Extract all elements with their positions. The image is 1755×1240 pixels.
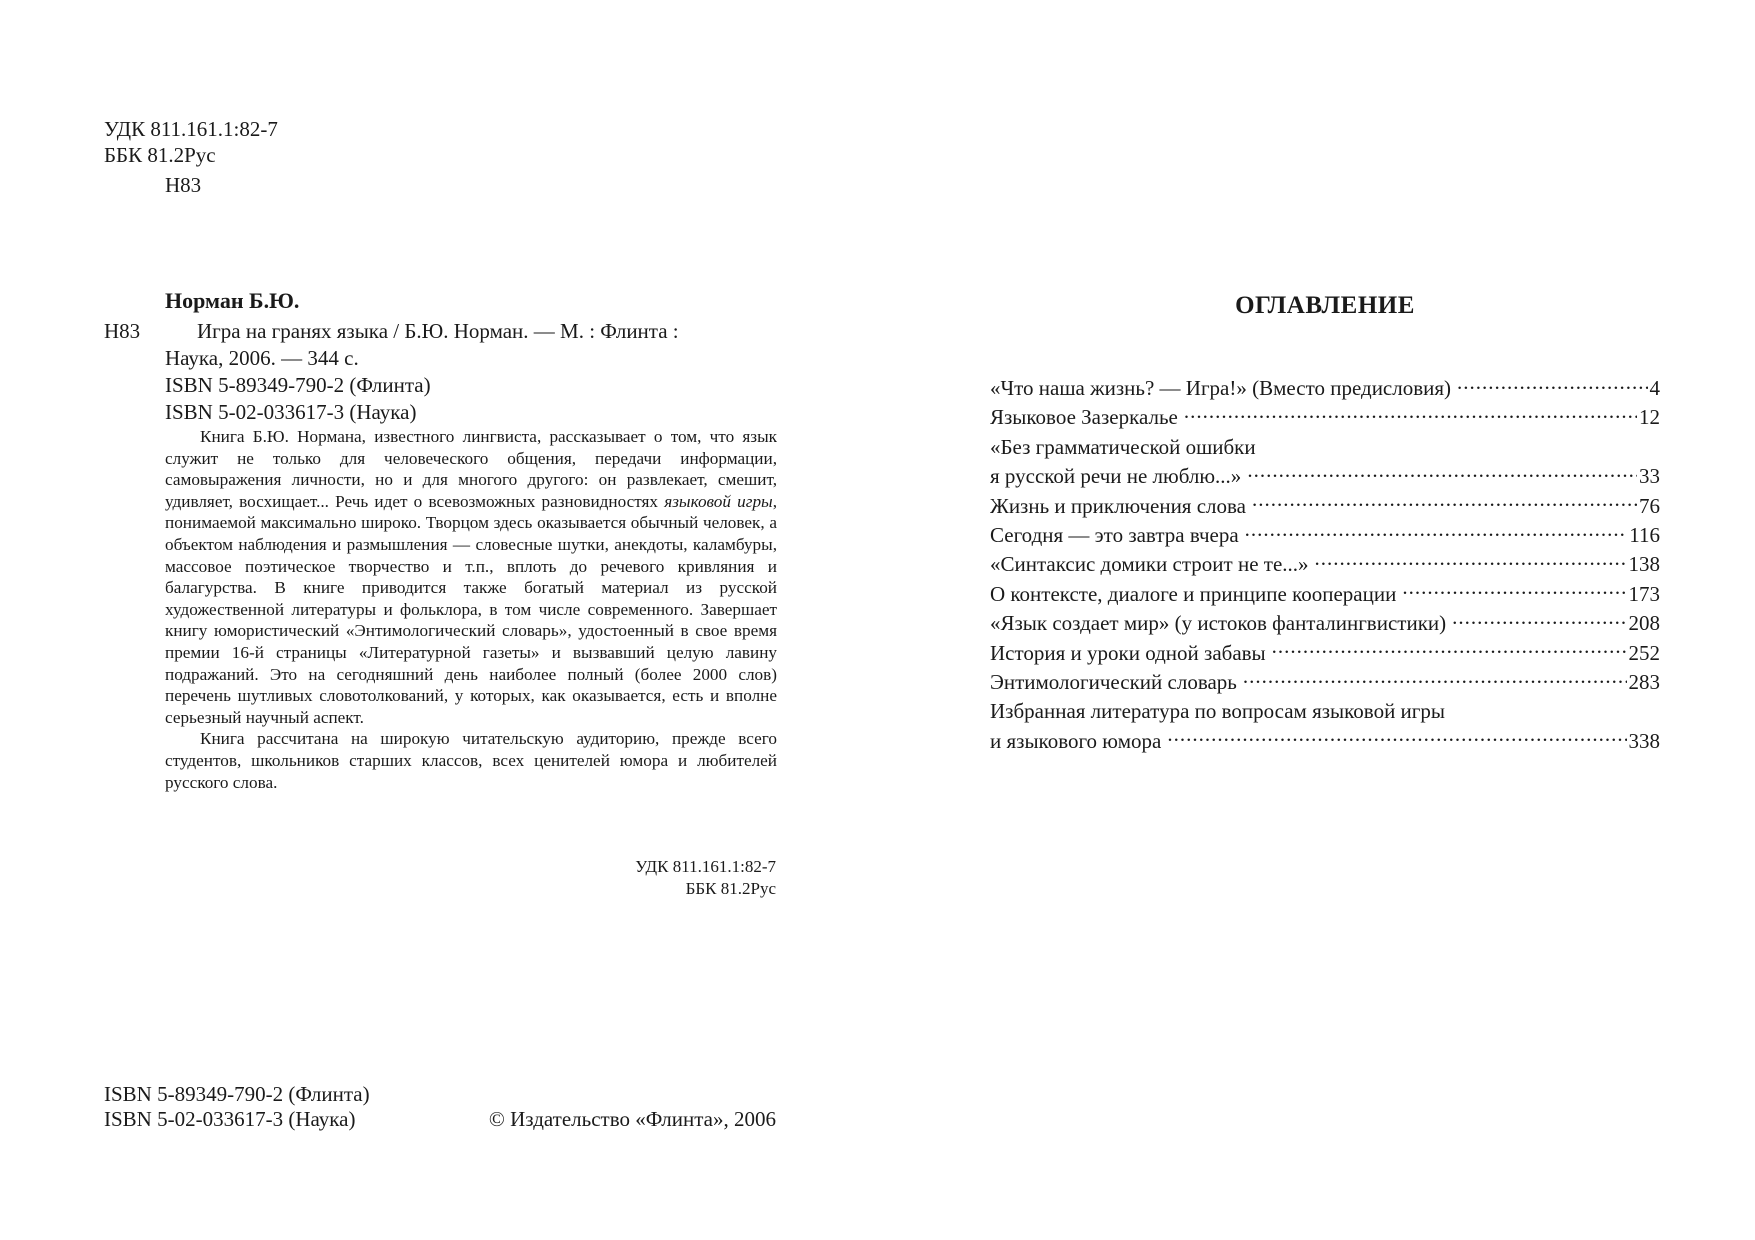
toc-page-number: 283 (1628, 670, 1660, 695)
toc-entry-line (990, 609, 1660, 638)
toc-entry (990, 580, 1660, 609)
toc-entry (990, 697, 1660, 756)
toc-entry-title: История и уроки одной забавы (990, 640, 1266, 665)
toc-entry-line (990, 403, 1660, 432)
toc-leader-dots (1402, 580, 1626, 601)
toc-page-number: 138 (1628, 552, 1660, 577)
toc-leader-dots (1243, 668, 1627, 689)
record-isbn-2: ISBN 5-02-033617-3 (Наука) (165, 400, 417, 424)
toc-leader-dots (1457, 374, 1647, 395)
toc-page-number: 12 (1639, 405, 1660, 430)
author-mark-top: Н83 (165, 173, 202, 197)
toc-entry-line (990, 550, 1660, 579)
toc-entry-line (990, 521, 1660, 550)
table-of-contents (990, 374, 1660, 756)
toc-entry-line (990, 668, 1660, 697)
toc-entry (990, 403, 1660, 432)
record-author: Норман Б.Ю. (165, 288, 300, 313)
toc-entry-title: Избранная литература по вопросам языковой игры (990, 699, 1446, 724)
toc-page-number: 173 (1628, 581, 1660, 606)
toc-page-number: 4 (1649, 376, 1660, 400)
annotation-paragraph-2: Книга рассчитана на широкую читательскую аудиторию, прежде всего студентов, школьников старших классов, всех ценителей юмора и любителей русского слова. (165, 729, 777, 792)
toc-entry (990, 492, 1660, 521)
record-isbn-1: ISBN 5-89349-790-2 (Флинта) (165, 373, 431, 397)
toc-entry (990, 639, 1660, 668)
toc-entry-title: О контексте, диалоге и принципе кооперации (990, 581, 1397, 606)
toc-leader-dots (1252, 492, 1637, 513)
toc-title: ОГЛАВЛЕНИЕ (1235, 292, 1415, 319)
toc-entry-title: «Синтаксис домики строит не те...» (990, 552, 1309, 577)
copyright-notice: © Издательство «Флинта», 2006 (488, 1107, 776, 1131)
bottom-isbn-2: ISBN 5-02-033617-3 (Наука) (104, 1107, 356, 1131)
toc-leader-dots (1272, 639, 1627, 660)
toc-entry (990, 550, 1660, 579)
toc-entry (990, 521, 1660, 550)
toc-entry-title: Энтимологический словарь (990, 670, 1237, 695)
annotation-italic-term: языковой игры (664, 491, 773, 511)
toc-leader-dots (1167, 727, 1626, 748)
toc-page-number: 33 (1639, 464, 1660, 489)
annotation (165, 426, 777, 793)
toc-leader-dots (1452, 609, 1626, 630)
toc-entry-title: «Без грамматической ошибки (990, 434, 1256, 459)
record-title-line-1: Игра на гранях языка / Б.Ю. Норман. — М. : Флинта : (197, 319, 679, 343)
record-author-mark: Н83 (104, 319, 141, 343)
toc-page-number: 76 (1639, 493, 1660, 518)
toc-page-number: 208 (1628, 611, 1660, 636)
bottom-isbn-1: ISBN 5-89349-790-2 (Флинта) (104, 1082, 370, 1106)
annotation-paragraph-1: Книга Б.Ю. Нормана, известного лингвиста, рассказывает о том, что язык служит не только для человеческого общения, передачи информации, самовыражения личности, но и для многого другого: он развлекает, смешит, удивляет, восхищает... Речь идет о всевозможных разновидностях языковой игры, понимаемой максимально широко. Творцом здесь оказывается обычный человек, а объектом наблюдения и размышления — словесные шутки, анекдоты, каламбуры, массовое поэтическое творчество и т.п., вплоть до речевого кривляния и балагурства. В книге приводится также богатый материал из русской художественной литературы и фольклора, в том числе современного. Завершает книгу юмористический «Энтимологический словарь», удостоенный в свое время премии 16-й страницы «Литературной газеты» и вызвавший целую лавину подражаний. Это на сегодняшний день наиболее полный (более 2000 слов) перечень шутливых словотолкований, у которых, как оказывается, есть и вполне серьезный научный аспект. (165, 427, 777, 727)
toc-entry-title: «Что наша жизнь? — Игра!» (Вместо предисловия) (990, 376, 1452, 400)
toc-page-number: 116 (1629, 523, 1660, 548)
toc-entry (990, 609, 1660, 638)
toc-entry-title: Языковое Зазеркалье (990, 405, 1178, 430)
toc-entry-line (990, 580, 1660, 609)
toc-entry-title: Жизнь и приключения слова (990, 493, 1246, 518)
toc-entry-line (990, 433, 1660, 462)
record-title-line-2: Наука, 2006. — 344 с. (165, 346, 359, 370)
toc-entry-line (990, 374, 1660, 403)
toc-entry-line (990, 697, 1660, 726)
toc-entry (990, 374, 1660, 403)
toc-leader-dots (1245, 521, 1628, 542)
footer-bbk-code: ББК 81.2Рус (685, 879, 776, 898)
toc-leader-dots (1315, 550, 1627, 571)
toc-entry-title: «Язык создает мир» (у истоков фанталингвистики) (990, 611, 1447, 636)
toc-leader-dots (1184, 403, 1637, 424)
udk-code: УДК 811.161.1:82-7 (104, 117, 278, 141)
toc-entry-line (990, 727, 1660, 756)
toc-entry-title: Сегодня — это завтра вчера (990, 523, 1239, 548)
toc-page-number: 338 (1628, 728, 1660, 753)
toc-page-number: 252 (1628, 640, 1660, 665)
toc-entry (990, 433, 1660, 492)
bbk-code: ББК 81.2Рус (104, 143, 216, 167)
toc-entry-title: я русской речи не люблю...» (990, 464, 1242, 489)
toc-leader-dots (1247, 462, 1637, 483)
toc-entry-line (990, 639, 1660, 668)
footer-udk-code: УДК 811.161.1:82-7 (635, 857, 776, 876)
toc-entry (990, 668, 1660, 697)
toc-entry-title: и языкового юмора (990, 728, 1162, 753)
toc-entry-line (990, 492, 1660, 521)
toc-entry-line (990, 462, 1660, 491)
